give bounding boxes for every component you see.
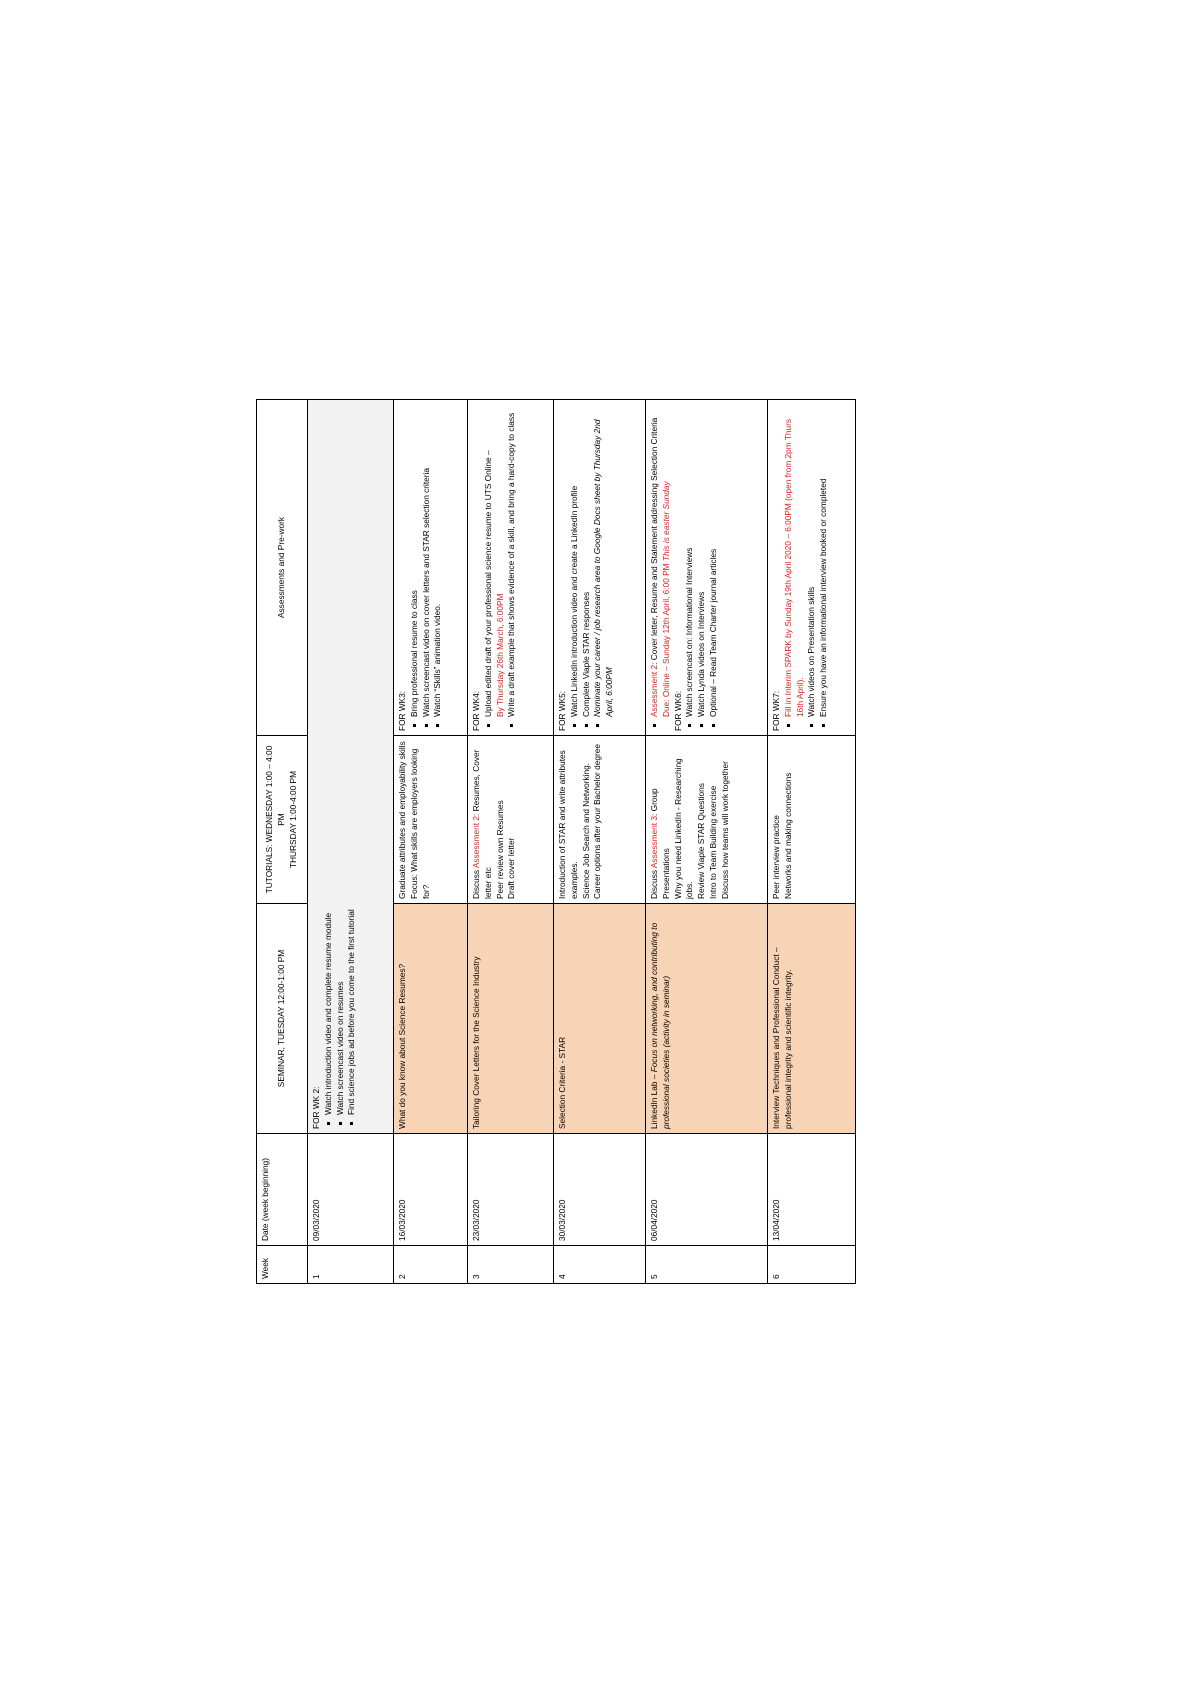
seminar-cell: Selection Criteria - STAR bbox=[554, 904, 646, 1134]
header-tutorials bbox=[257, 736, 308, 904]
list-item: Write a draft example that shows evidence of a skill, and bring a hard-copy to class bbox=[506, 404, 518, 717]
item-text: : Cover letter, Resume and Statement addressing Selection Criteria bbox=[649, 417, 659, 665]
list-item: Ensure you have an informational interview booked or completed bbox=[818, 404, 830, 717]
week-cell: 2 bbox=[394, 1246, 468, 1284]
tutorial-cell bbox=[554, 736, 646, 904]
tutorial-line: Focus: What skills are employers looking for? bbox=[408, 748, 431, 899]
for-label: FOR WK4: bbox=[471, 690, 481, 731]
date-cell: 06/04/2020 bbox=[646, 1134, 768, 1246]
header-row bbox=[257, 400, 308, 1284]
date-cell: 09/03/2020 bbox=[308, 1134, 394, 1246]
for-label: FOR WK5: bbox=[557, 690, 567, 731]
tutorial-line: Discuss how teams will work together bbox=[719, 761, 730, 899]
list-item: Watch screencast video on resumes bbox=[335, 404, 347, 1115]
tutorial-line bbox=[649, 740, 673, 899]
tutorial-cell bbox=[468, 736, 554, 904]
assessment-cell bbox=[554, 400, 646, 736]
tutorial-line: Peer review own Resumes bbox=[494, 800, 505, 899]
date-cell: 23/03/2020 bbox=[468, 1134, 554, 1246]
list-item: Watch screencast video on cover letters and STAR selection criteria bbox=[421, 404, 433, 717]
assessment-link-text: Assessment 3 bbox=[649, 816, 659, 869]
week-cell: 1 bbox=[308, 1246, 394, 1284]
tutorial-text: Discuss bbox=[649, 868, 659, 899]
for-label: FOR WK3: bbox=[397, 690, 407, 731]
assessment-cell bbox=[768, 400, 856, 736]
list-item: Watch screencast on: Informational Interviews bbox=[684, 404, 696, 717]
seminar-cell: Interview Techniques and Professional Conduct – professional integrity and scientific integrity. bbox=[768, 904, 856, 1134]
seminar-cell bbox=[646, 904, 768, 1134]
for-label: FOR WK6: bbox=[672, 690, 683, 731]
tutorial-line: Draft cover letter bbox=[506, 837, 517, 899]
tutorial-line: Peer interview practice bbox=[771, 815, 781, 899]
tutorial-text: : Resumes, Cover letter etc bbox=[471, 749, 493, 899]
due-date-text: By Thursday 26th March, 6:00PM bbox=[494, 593, 505, 717]
schedule-table bbox=[256, 399, 856, 1284]
due-note: This is easter Sunday bbox=[660, 481, 671, 562]
seminar-cell: What do you know about Science Resumes? bbox=[394, 904, 468, 1134]
tutorial-line: Introduction of STAR and write attributes examples. bbox=[557, 750, 579, 899]
tutorials-line-2: THURSDAY 1:00-4:00 PM bbox=[287, 771, 298, 868]
table-row bbox=[308, 400, 394, 1284]
list-item bbox=[649, 404, 673, 717]
list-item: Fill in Interim SPARK by Sunday 19th April 2020 – 6:00PM (open from 2pm Thurs 16th April). bbox=[783, 404, 807, 717]
tutorial-line: Graduate attributes and employability skills bbox=[397, 741, 407, 899]
header-assessments: Assessments and Pre-work bbox=[257, 400, 308, 736]
prework-list bbox=[783, 404, 830, 731]
due-date-text: Due: Online – Sunday 12th April, 6:00 PM bbox=[660, 561, 671, 717]
tutorial-line: Intro to Team Building exercise bbox=[707, 785, 718, 899]
list-item: Complete Viaple STAR responses bbox=[581, 404, 593, 717]
week1-intro: FOR WK 2: bbox=[311, 1086, 321, 1129]
tutorial-line: Career options after your Bachelor degree bbox=[592, 744, 603, 899]
date-cell: 13/04/2020 bbox=[768, 1134, 856, 1246]
table-row bbox=[554, 400, 646, 1284]
prework-list bbox=[483, 404, 518, 731]
table-row bbox=[646, 400, 768, 1284]
list-item: Watch LinkedIn introduction video and create a LinkedIn profile bbox=[569, 404, 581, 717]
tutorial-cell bbox=[646, 736, 768, 904]
list-item bbox=[592, 404, 616, 717]
list-item bbox=[483, 404, 507, 717]
prework-list bbox=[684, 404, 719, 731]
week1-merged-cell bbox=[308, 400, 394, 1134]
table-row bbox=[468, 400, 554, 1284]
assessment-cell bbox=[394, 400, 468, 736]
tutorial-line bbox=[471, 740, 495, 899]
rotated-content bbox=[256, 400, 848, 1284]
rotated-page bbox=[256, 400, 848, 1284]
week-cell: 3 bbox=[468, 1246, 554, 1284]
list-item: Watch introduction video and complete resume module bbox=[323, 404, 335, 1115]
tutorial-cell bbox=[394, 736, 468, 904]
assessment-cell bbox=[646, 400, 768, 736]
prework-list bbox=[569, 404, 616, 731]
tutorial-line: Review Viaple STAR Questions bbox=[696, 783, 707, 899]
tutorial-text: Discuss bbox=[471, 868, 481, 899]
header-seminar: SEMINAR, TUESDAY 12:00-1:00 PM bbox=[257, 904, 308, 1134]
tutorial-line: Networks and making connections bbox=[782, 772, 793, 899]
item-text: Upload edited draft of your professional science resume to UTS Online – bbox=[482, 450, 493, 717]
item-text: Nominate your career / job research area to Google Docs sheet by Thursday 2nd April, 6:00PM bbox=[592, 419, 615, 717]
week-cell: 5 bbox=[646, 1246, 768, 1284]
table-row bbox=[768, 400, 856, 1284]
for-label: FOR WK7: bbox=[771, 690, 781, 731]
list-item: Watch “Skills” animation video. bbox=[432, 404, 444, 717]
assessment-link-text: Assessment 2 bbox=[471, 816, 481, 869]
seminar-focus: Focus on networking, and contributing to professional societies (activity in seminar) bbox=[649, 922, 671, 1129]
week-cell: 6 bbox=[768, 1246, 856, 1284]
list-item: Find science jobs ad before you come to the first tutorial bbox=[346, 404, 358, 1115]
week1-list bbox=[323, 404, 358, 1129]
date-cell: 16/03/2020 bbox=[394, 1134, 468, 1246]
list-item: Watch Lynda videos on Interviews bbox=[696, 404, 708, 717]
seminar-cell: Tailoring Cover Letters for the Science Industry bbox=[468, 904, 554, 1134]
tutorial-text: : Group Presentations bbox=[649, 788, 671, 899]
tutorial-line: Why you need LinkedIn - Researching jobs. bbox=[672, 758, 695, 899]
header-date: Date (week beginning) bbox=[257, 1134, 308, 1246]
assessment-label: Assessment 2 bbox=[649, 664, 659, 717]
date-cell: 30/03/2020 bbox=[554, 1134, 646, 1246]
tutorial-line: Science Job Search and Networking. bbox=[580, 762, 591, 899]
assessment-cell bbox=[468, 400, 554, 736]
prework-list bbox=[649, 404, 673, 731]
prework-list bbox=[409, 404, 444, 731]
table-row bbox=[394, 400, 468, 1284]
tutorial-cell bbox=[768, 736, 856, 904]
header-week: Week bbox=[257, 1246, 308, 1284]
seminar-text: LinkedIn Lab – bbox=[649, 1072, 659, 1129]
list-item: Bring professional resume to class bbox=[409, 404, 421, 717]
list-item: Watch videos on Presentation skills bbox=[806, 404, 818, 717]
list-item: Optional – Read Team Charter journal articles bbox=[708, 404, 720, 717]
tutorials-line-1: TUTORIALS: WEDNESDAY 1:00 – 4:00 PM bbox=[264, 745, 287, 894]
week-cell: 4 bbox=[554, 1246, 646, 1284]
